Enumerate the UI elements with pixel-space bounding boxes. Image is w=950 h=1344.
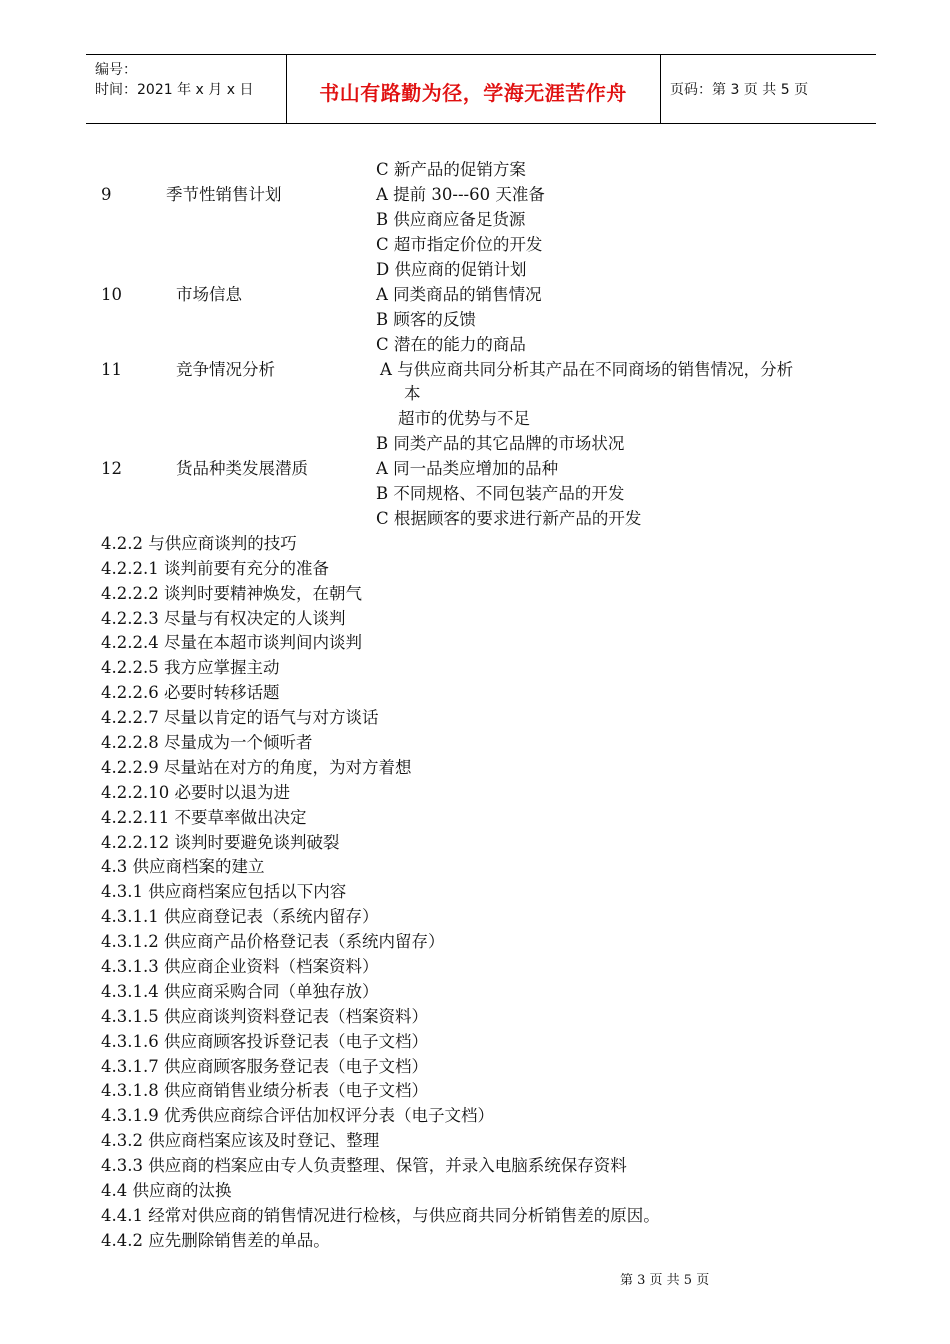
body-line: 4.2.2.1 谈判前要有充分的准备 (101, 559, 329, 578)
table-cell: D 供应商的促销计划 (376, 260, 527, 279)
body-line: 4.3.1.7 供应商顾客服务登记表（电子文档） (101, 1057, 428, 1076)
table-cell: A 提前 30---60 天准备 (376, 185, 545, 204)
body-line: 4.2.2.5 我方应掌握主动 (101, 658, 280, 677)
page-header (86, 54, 876, 124)
header-meta (86, 55, 287, 123)
motto: 书山有路勤为径，学海无涯苦作舟 (319, 81, 627, 105)
body-line: 4.2.2.9 尽量站在对方的角度，为对方着想 (101, 758, 412, 777)
table-cell: B 不同规格、不同包装产品的开发 (376, 484, 625, 503)
table-cell: C 新产品的促销方案 (376, 160, 526, 179)
body-line: 4.2.2.3 尽量与有权决定的人谈判 (101, 609, 346, 628)
body-line: 4.3.1.6 供应商顾客投诉登记表（电子文档） (101, 1032, 428, 1051)
body-line: 4.2.2.11 不要草率做出决定 (101, 808, 307, 827)
table-cell: C 根据顾客的要求进行新产品的开发 (376, 509, 642, 528)
body-line: 4.4.2 应先删除销售差的单品。 (101, 1231, 330, 1250)
body-line: 4.3 供应商档案的建立 (101, 857, 265, 876)
header-page-cell (660, 55, 876, 123)
table-cell: B 顾客的反馈 (376, 310, 476, 329)
body-line: 4.3.1.8 供应商销售业绩分析表（电子文档） (101, 1081, 428, 1100)
body-line: 4.3.1.5 供应商谈判资料登记表（档案资料） (101, 1007, 428, 1026)
body-line: 4.2.2 与供应商谈判的技巧 (101, 534, 297, 553)
row-number: 10 (101, 285, 122, 304)
body-line: 4.2.2.8 尽量成为一个倾听者 (101, 733, 313, 752)
row-number: 12 (101, 459, 122, 478)
body-line: 4.3.3 供应商的档案应由专人负责整理、保管，并录入电脑系统保存资料 (101, 1156, 627, 1175)
body-line: 4.2.2.2 谈判时要精神焕发，在朝气 (101, 584, 362, 603)
body-line: 4.3.1.3 供应商企业资料（档案资料） (101, 957, 379, 976)
table-cell: 超市的优势与不足 (398, 409, 530, 428)
table-cell: C 潜在的能力的商品 (376, 335, 526, 354)
table-cell: A 同类商品的销售情况 (376, 285, 542, 304)
body-line: 4.3.1.2 供应商产品价格登记表（系统内留存） (101, 932, 445, 951)
row-item: 竞争情况分析 (176, 360, 275, 379)
body-line: 4.2.2.7 尽量以肯定的语气与对方谈话 (101, 708, 379, 727)
table-cell: A 同一品类应增加的品种 (376, 459, 559, 478)
table-cell: B 供应商应备足货源 (376, 210, 526, 229)
table-cell: A 与供应商共同分析其产品在不同商场的销售情况，分析 (380, 360, 794, 379)
header-motto-cell (286, 55, 661, 123)
page-number-label: 页码：第 3 页 共 5 页 (670, 82, 809, 98)
table-cell: C 超市指定价位的开发 (376, 235, 543, 254)
body-line: 4.4.1 经常对供应商的销售情况进行检核，与供应商共同分析销售差的原因。 (101, 1206, 660, 1225)
row-item: 季节性销售计划 (166, 185, 282, 204)
page-footer: 第 3 页 共 5 页 (620, 1273, 710, 1288)
row-item: 货品种类发展潜质 (176, 459, 308, 478)
body-line: 4.2.2.6 必要时转移话题 (101, 683, 280, 702)
table-cell: B 同类产品的其它品牌的市场状况 (376, 434, 625, 453)
row-item: 市场信息 (176, 285, 242, 304)
body-line: 4.2.2.10 必要时以退为进 (101, 783, 290, 802)
body-line: 4.3.2 供应商档案应该及时登记、整理 (101, 1131, 380, 1150)
body-line: 4.3.1 供应商档案应包括以下内容 (101, 882, 347, 901)
doc-number-label: 编号： (95, 62, 137, 78)
row-number: 11 (101, 360, 122, 379)
body-line: 4.4 供应商的汰换 (101, 1181, 232, 1200)
body-line: 4.3.1.1 供应商登记表（系统内留存） (101, 907, 379, 926)
body-line: 4.3.1.9 优秀供应商综合评估加权评分表（电子文档） (101, 1106, 494, 1125)
body-line: 4.2.2.4 尽量在本超市谈判间内谈判 (101, 633, 362, 652)
body-line: 4.2.2.12 谈判时要避免谈判破裂 (101, 833, 340, 852)
doc-time-label: 时间：2021 年 x 月 x 日 (95, 82, 254, 98)
body-line: 4.3.1.4 供应商采购合同（单独存放） (101, 982, 379, 1001)
row-number: 9 (101, 185, 112, 204)
table-cell: 本 (404, 384, 421, 403)
